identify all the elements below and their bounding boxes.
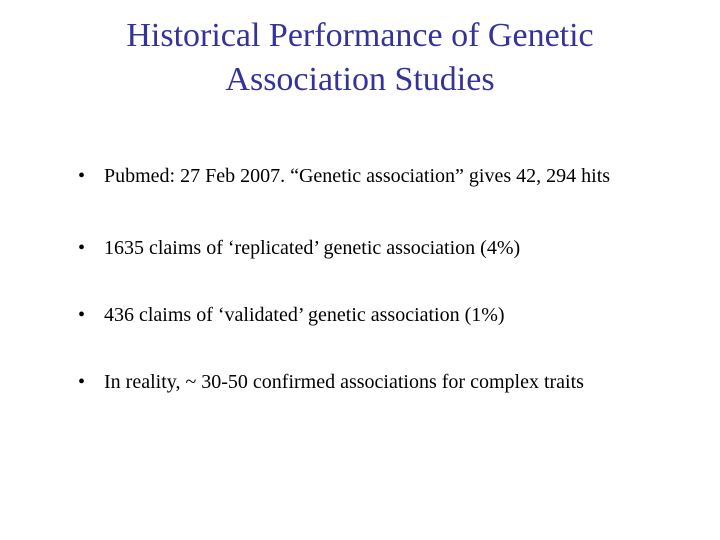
- bullet-item-validated-claims: [78, 301, 658, 329]
- bullet-dot-icon: •: [78, 165, 86, 187]
- bullet-dot-icon: •: [78, 237, 86, 259]
- bullet-text: 1635 claims of ‘replicated’ genetic association (4%): [104, 237, 521, 259]
- bullet-text: In reality, ~ 30-50 confirmed associations for complex traits: [104, 371, 584, 393]
- bullet-text: Pubmed: 27 Feb 2007. “Genetic association” gives 42, 294 hits: [104, 165, 611, 187]
- bullet-item-confirmed-associations: [78, 368, 658, 396]
- slide-title-line-1: Historical Performance of Genetic: [126, 17, 594, 54]
- bullet-item-pubmed-hits: [78, 162, 658, 190]
- bullet-dot-icon: •: [78, 304, 86, 326]
- slide-title: [60, 14, 660, 102]
- bullet-dot-icon: •: [78, 371, 86, 393]
- bullet-list: [78, 162, 658, 396]
- bullet-item-replicated-claims: [78, 234, 658, 262]
- slide-title-line-2: Association Studies: [225, 61, 495, 98]
- bullet-text: 436 claims of ‘validated’ genetic association (1%): [104, 304, 505, 326]
